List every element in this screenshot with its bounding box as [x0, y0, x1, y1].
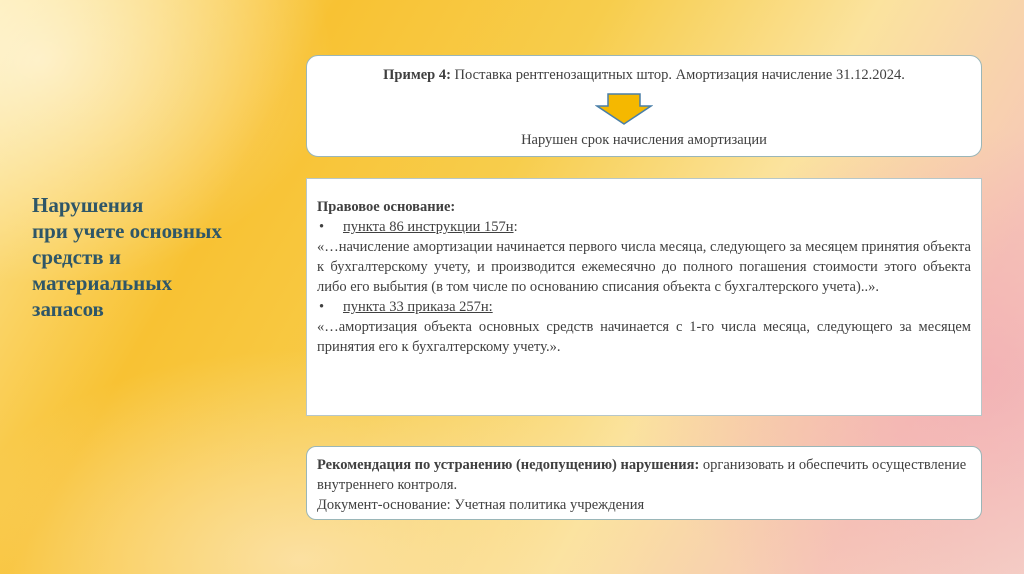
bullet-icon: •: [319, 219, 325, 235]
slide-title-line-4: материальных: [32, 271, 173, 295]
legal-ref-link[interactable]: пункта 33 приказа 257н:: [343, 299, 493, 315]
recommendation-box: [306, 446, 982, 520]
legal-ref-link[interactable]: пункта 86 инструкции 157н: [343, 219, 514, 235]
slide-title: [32, 192, 292, 322]
legal-ref-suffix: :: [513, 219, 518, 235]
slide-title-line-1: Нарушения: [32, 193, 144, 217]
example-box: [306, 55, 982, 157]
example-statement: [307, 67, 981, 84]
legal-basis-content: [317, 197, 971, 357]
slide-title-line-3: средств и: [32, 245, 121, 269]
recommendation-content: [317, 455, 967, 515]
example-text: Поставка рентгенозащитных штор. Амортизация начисление 31.12.2024.: [450, 67, 905, 83]
bullet-icon: •: [319, 299, 325, 315]
legal-ref-item: [317, 297, 971, 317]
example-conclusion: Нарушен срок начисления амортизации: [521, 132, 767, 148]
legal-quote: «…амортизация объекта основных средств начинается с 1-го числа месяца, следующего за месяцем принятия его к бухгалтерскому учету.».: [317, 319, 971, 355]
legal-quote: «…начисление амортизации начинается первого числа месяца, следующего за месяцем принятия объекта к бухгалтерскому учету, и производится ежемесячно до полного погашения стоимости этого объекта либо его выбытия (в том числе по основанию списания объекта с бухгалтерского учета)..».: [317, 239, 971, 295]
recommendation-body: организовать и обеспечить осуществление внутреннего контроля.: [317, 457, 967, 493]
legal-basis-box: [306, 178, 982, 416]
recommendation-label: Рекомендация по устранению (недопущению) нарушения:: [317, 457, 700, 473]
recommendation-text: [317, 455, 967, 495]
down-arrow-icon: [595, 93, 653, 125]
slide-title-line-2: при учете основных: [32, 219, 222, 243]
legal-basis-heading: Правовое основание:: [317, 199, 456, 215]
recommendation-document: Документ-основание: Учетная политика учреждения: [317, 497, 645, 513]
legal-ref-item: [317, 217, 971, 237]
slide-title-line-5: запасов: [32, 297, 104, 321]
example-label: Пример 4:: [383, 67, 451, 83]
